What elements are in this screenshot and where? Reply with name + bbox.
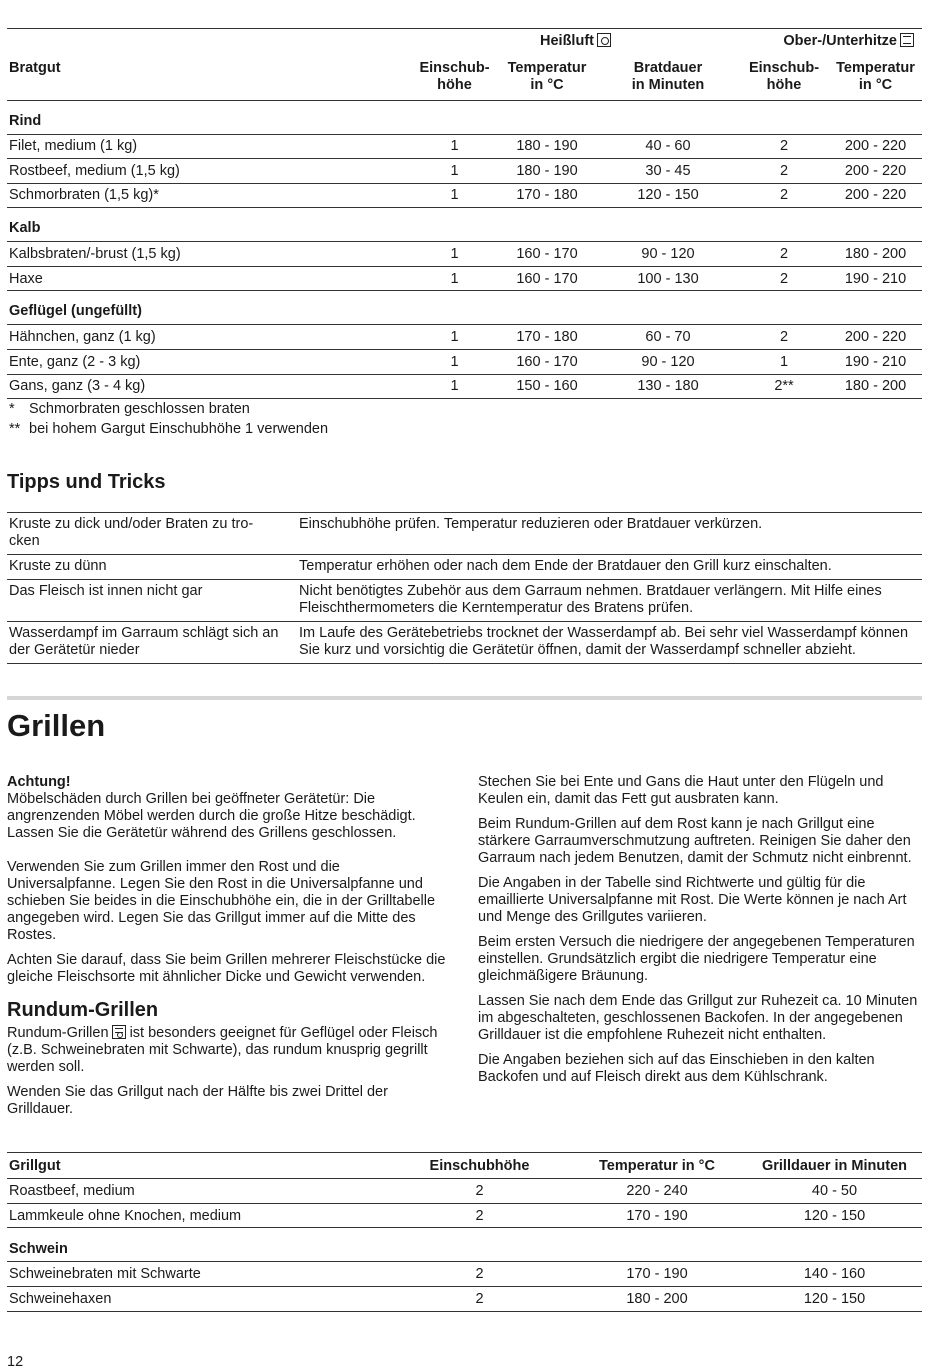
table-row [7, 242, 922, 267]
table-cell: 2 [392, 1287, 567, 1312]
col-temperatur: Temperatur in °C [567, 1153, 747, 1179]
paragraph-1: Verwenden Sie zum Grillen immer den Rost und die Universalpfanne. Legen Sie den Rost in die Universalpfanne und schieben Sie beides in die Einschubhöhe ein, die in der Grilltabelle angegeben wird. Legen Sie das Grillgut immer auf die Mitte des Rostes. [7, 859, 436, 944]
table-cell: 2 [392, 1179, 567, 1204]
solution-cell: Nicht benötigtes Zubehör aus dem Garraum nehmen. Bratdauer verlängern. Mit Hilfe eines Fleischthermometers die Kerntemperatur des Bratens prüfen. [297, 580, 922, 622]
table-cell: 1 [412, 350, 497, 375]
table-cell: 180 - 190 [497, 159, 597, 184]
tipps-row [7, 622, 922, 664]
table-cell: 120 - 150 [747, 1203, 922, 1228]
table-cell: 2 [739, 159, 829, 184]
grill-table [7, 1152, 922, 1311]
category-heading: Rind [7, 100, 922, 134]
tipps-heading: Tipps und Tricks [7, 471, 166, 494]
table-cell: 2 [392, 1262, 567, 1287]
tipps-row [7, 555, 922, 580]
table-cell: 90 - 120 [597, 242, 739, 267]
col-temperatur-2: Temperatur in °C [829, 57, 922, 101]
tipps-row [7, 580, 922, 622]
table-cell: 130 - 180 [597, 374, 739, 399]
table-row [7, 266, 922, 291]
grillen-text-columns [7, 774, 922, 1126]
table-cell: 200 - 220 [829, 134, 922, 159]
table-cell: 2** [739, 374, 829, 399]
table-cell: 100 - 130 [597, 266, 739, 291]
table-cell: 170 - 190 [567, 1262, 747, 1287]
solution-cell: Einschubhöhe prüfen. Temperatur reduzieren oder Bratdauer verkürzen. [297, 513, 922, 555]
col-einschub-2: Einschub- höhe [739, 57, 829, 101]
problem-cell: Das Fleisch ist innen nicht gar [7, 580, 297, 622]
table-cell: 190 - 210 [829, 350, 922, 375]
table-cell: 2 [739, 183, 829, 208]
paragraph-2: Achten Sie darauf, dass Sie beim Grillen mehrerer Fleischstücke die gleiche Fleischsorte mit ähnlicher Dicke und Gewicht verwenden. [7, 952, 446, 986]
table-cell: 2 [739, 134, 829, 159]
table-cell: 2 [739, 242, 829, 267]
table-row [7, 374, 922, 399]
col-temperatur: Temperatur in °C [497, 57, 597, 101]
table-cell: 180 - 200 [829, 374, 922, 399]
table-row [7, 1203, 922, 1228]
table-cell: 1 [412, 183, 497, 208]
table-cell: 1 [412, 242, 497, 267]
table-cell: 1 [412, 266, 497, 291]
table-cell: Ente, ganz (2 - 3 kg) [7, 350, 412, 375]
col-einschub: Einschub- höhe [412, 57, 497, 101]
table-cell: 200 - 220 [829, 159, 922, 184]
table-cell: 1 [412, 159, 497, 184]
problem-cell: Wasserdampf im Garraum schlägt sich an der Gerätetür nieder [7, 622, 297, 664]
right-column [478, 774, 922, 1126]
table-cell: Lammkeule ohne Knochen, medium [7, 1203, 392, 1228]
table-cell: 90 - 120 [597, 350, 739, 375]
top-bottom-heat-icon [900, 33, 914, 47]
grillen-heading: Grillen [7, 708, 106, 744]
table-cell: 2 [739, 325, 829, 350]
table-cell: 180 - 200 [567, 1287, 747, 1312]
table-cell: 120 - 150 [747, 1287, 922, 1312]
col-bratdauer: Bratdauer in Minuten [597, 57, 739, 101]
table-cell: 1 [412, 134, 497, 159]
table-cell: 170 - 180 [497, 325, 597, 350]
table-cell: 1 [412, 374, 497, 399]
table-cell: Kalbsbraten/-brust (1,5 kg) [7, 242, 412, 267]
category-heading: Schwein [7, 1228, 922, 1262]
table-cell: 40 - 60 [597, 134, 739, 159]
table-cell: 30 - 45 [597, 159, 739, 184]
table-cell: 140 - 160 [747, 1262, 922, 1287]
right-paragraph-6: Die Angaben beziehen sich auf das Einschieben in den kalten Backofen und auf Fleisch direkt aus dem Kühlschrank. [478, 1052, 875, 1086]
table-cell: 180 - 200 [829, 242, 922, 267]
table-cell: 1 [412, 325, 497, 350]
table-row [7, 159, 922, 184]
right-paragraph-2: Beim Rundum-Grillen auf dem Rost kann je nach Grillgut eine stärkere Garraumverschmutzung auftreten. Reinigen Sie daher den Garraum nach jedem Benutzen, damit der Schmutz nicht einbrennt. [478, 816, 912, 867]
col-grilldauer: Grilldauer in Minuten [747, 1153, 922, 1179]
fan-heat-icon [597, 33, 611, 47]
table-row [7, 1262, 922, 1287]
table-cell: 160 - 170 [497, 350, 597, 375]
right-paragraph-5: Lassen Sie nach dem Ende das Grillgut zur Ruhezeit ca. 10 Minuten im abgeschalteten, geschlossenen Backofen. In der angegebenen Grilldauer ist die empfohlene Ruhezeit nicht enthalten. [478, 993, 918, 1044]
footnote-1: * Schmorbraten geschlossen braten [9, 401, 250, 418]
tipps-row [7, 513, 922, 555]
table-cell: 2 [392, 1203, 567, 1228]
rundum-paragraph-2: Wenden Sie das Grillgut nach der Hälfte bis zwei Drittel der Grilldauer. [7, 1084, 388, 1118]
table-cell: 150 - 160 [497, 374, 597, 399]
footnote-2: ** bei hohem Gargut Einschubhöhe 1 verwenden [9, 421, 329, 438]
table-cell: 120 - 150 [597, 183, 739, 208]
roast-table [7, 28, 922, 399]
problem-cell: Kruste zu dick und/oder Braten zu tro- cken [7, 513, 297, 555]
table-cell: Gans, ganz (3 - 4 kg) [7, 374, 412, 399]
table-cell: Schmorbraten (1,5 kg)* [7, 183, 412, 208]
rundum-paragraph-1: Rundum-Grillen ist besonders geeignet für Geflügel oder Fleisch (z.B. Schweinebraten mit Schwarte), das rundum knusprig gegrillt werden soll. [7, 1025, 438, 1076]
table-cell: 2 [739, 266, 829, 291]
achtung-label: Achtung! [7, 774, 71, 791]
table-row [7, 183, 922, 208]
table-cell: 200 - 220 [829, 183, 922, 208]
solution-cell: Temperatur erhöhen oder nach dem Ende der Bratdauer den Grill kurz einschalten. [297, 555, 922, 580]
table-row [7, 134, 922, 159]
table-cell: 180 - 190 [497, 134, 597, 159]
table-row [7, 350, 922, 375]
rotisserie-grill-icon [112, 1025, 126, 1039]
table-cell: 220 - 240 [567, 1179, 747, 1204]
table-cell: 170 - 180 [497, 183, 597, 208]
table-cell: 190 - 210 [829, 266, 922, 291]
table-cell: 60 - 70 [597, 325, 739, 350]
table-cell: 160 - 170 [497, 242, 597, 267]
warning-text: Möbelschäden durch Grillen bei geöffneter Gerätetür: Die angrenzenden Möbel werden durch die große Hitze beschädigt. Lassen Sie die Gerätetür während des Grillens geschlossen. [7, 791, 416, 842]
left-column [7, 774, 447, 1126]
right-paragraph-1: Stechen Sie bei Ente und Gans die Haut unter den Flügeln und Keulen ein, damit das Fett gut ausbraten kann. [478, 774, 884, 808]
rundum-heading: Rundum-Grillen [7, 999, 159, 1022]
solution-cell: Im Laufe des Gerätebetriebs trocknet der Wasserdampf ab. Bei sehr viel Wasserdampf können Sie kurz und vorsichtig die Gerätetür öffnen, damit der Wasserdampf schneller abzieht. [297, 622, 922, 664]
manual-page [7, 0, 922, 1312]
category-heading: Kalb [7, 208, 922, 242]
table-cell: 160 - 170 [497, 266, 597, 291]
col-grillgut: Grillgut [7, 1153, 392, 1179]
col-einschubhoehe: Einschubhöhe [392, 1153, 567, 1179]
table-row [7, 1287, 922, 1312]
table-cell: 40 - 50 [747, 1179, 922, 1204]
right-paragraph-4: Beim ersten Versuch die niedrigere der angegebenen Temperaturen einstellen. Grundsätzlich ergibt die niedrigere Temperatur eine gleichmäßigere Bräunung. [478, 934, 915, 985]
col-bratgut: Bratgut [7, 57, 412, 101]
table-cell: 200 - 220 [829, 325, 922, 350]
page-number: 12 [7, 1354, 24, 1370]
table-cell: Rostbeef, medium (1,5 kg) [7, 159, 412, 184]
tipps-table [7, 512, 922, 664]
table-cell: 170 - 190 [567, 1203, 747, 1228]
group-heissluft: Heißluft [412, 29, 739, 57]
table-cell: 1 [739, 350, 829, 375]
table-cell: Roastbeef, medium [7, 1179, 392, 1204]
group-ober-unterhitze: Ober-/Unterhitze [739, 29, 922, 57]
table-row [7, 325, 922, 350]
category-heading: Geflügel (ungefüllt) [7, 291, 922, 325]
table-row [7, 1179, 922, 1204]
table-cell: Filet, medium (1 kg) [7, 134, 412, 159]
right-paragraph-3: Die Angaben in der Tabelle sind Richtwerte und gültig für die emaillierte Universalpfanne mit Rost. Die Werte können je nach Art und Menge des Grillgutes variieren. [478, 875, 907, 926]
table-cell: Schweinebraten mit Schwarte [7, 1262, 392, 1287]
table-cell: Hähnchen, ganz (1 kg) [7, 325, 412, 350]
table-cell: Schweinehaxen [7, 1287, 392, 1312]
table-cell: Haxe [7, 266, 412, 291]
section-divider [7, 696, 922, 700]
problem-cell: Kruste zu dünn [7, 555, 297, 580]
